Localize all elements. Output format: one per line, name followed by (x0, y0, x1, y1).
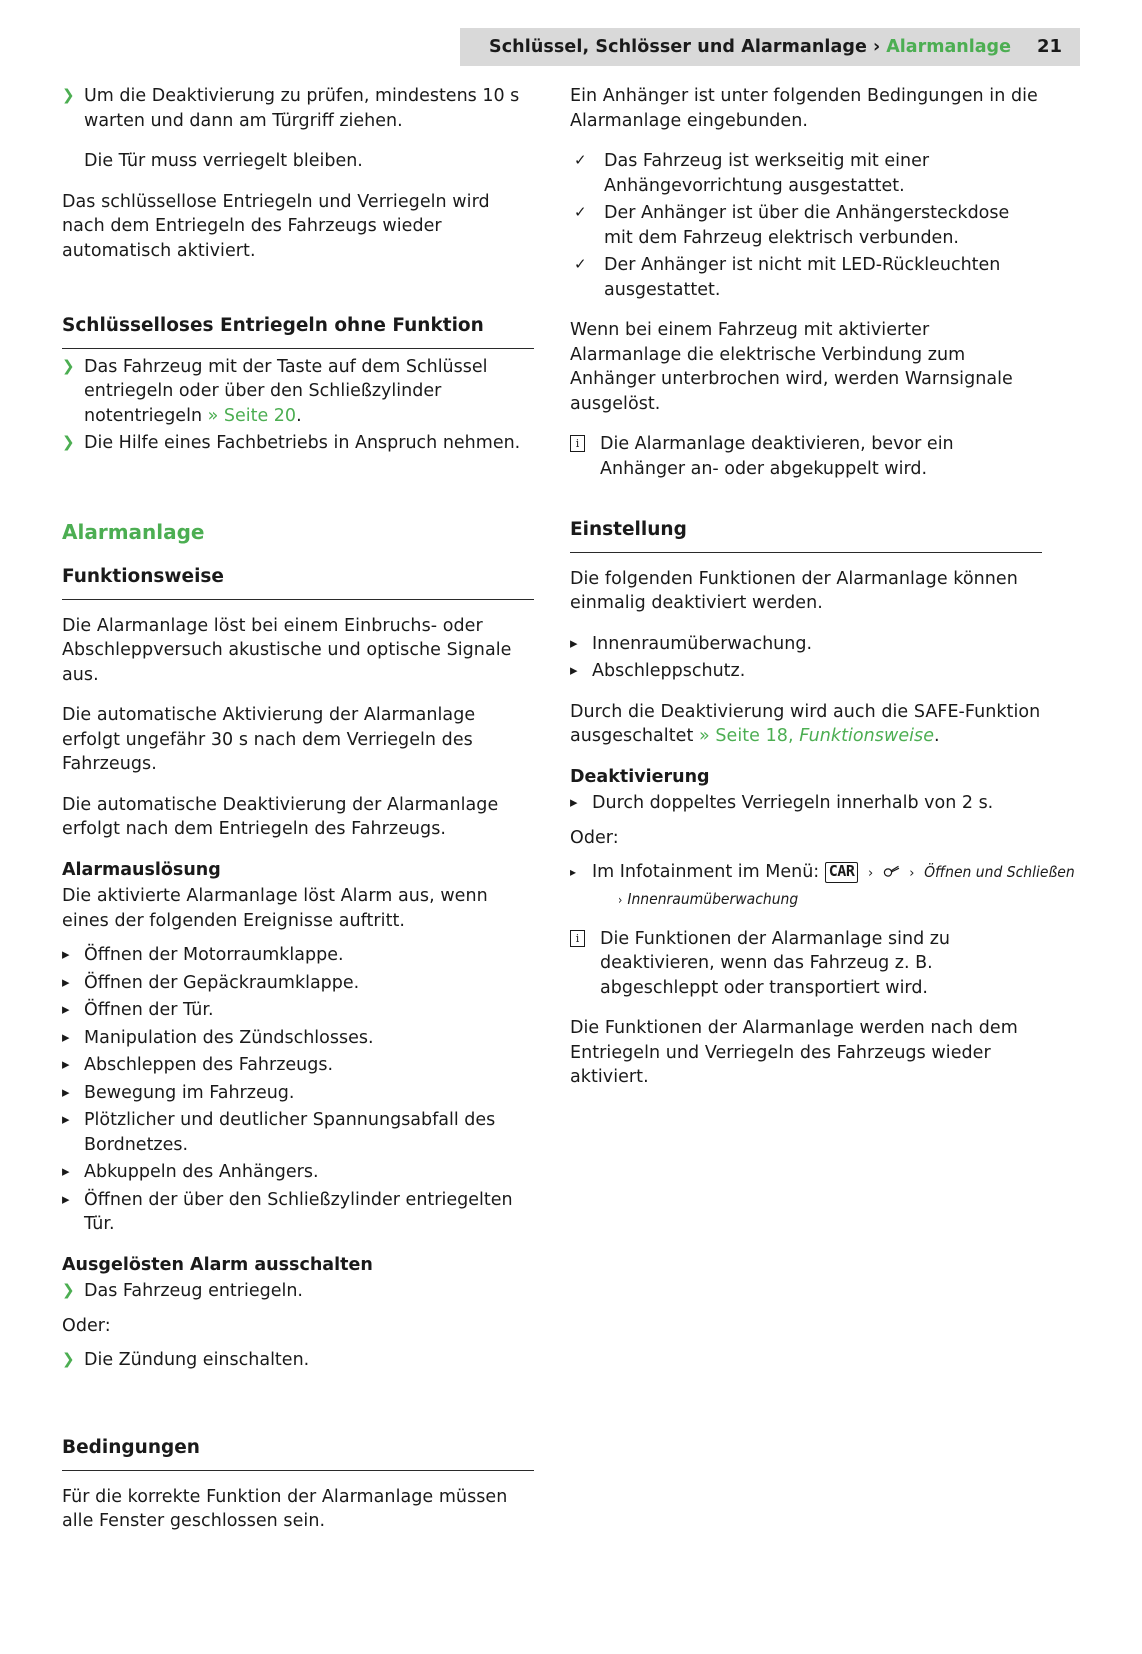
intro-list (62, 84, 534, 133)
deactivation-last-paragraph: Die Funktionen der Alarmanlage werden nach dem Entriegeln und Verriegeln des Fahrzeugs wieder aktiviert. (570, 1018, 1018, 1088)
triangle-right-icon: ▸ (62, 1189, 70, 1208)
checkmark-icon: ✓ (574, 151, 587, 169)
triangle-right-icon: ▸ (62, 945, 70, 964)
info-note-deactivation (570, 927, 1042, 1001)
triangle-right-icon: ▸ (62, 972, 70, 991)
intro-paragraph: Das schlüssellose Entriegeln und Verriegeln wird nach dem Entriegeln des Fahrzeugs wieder automatisch aktiviert. (62, 191, 490, 261)
list-item-label: Das Fahrzeug ist werkseitig mit einer Anhängevorrichtung ausgestattet. (604, 151, 930, 196)
car-menu-icon[interactable]: CAR (825, 862, 859, 882)
list-item (62, 1279, 534, 1304)
list-item-label: Abkuppeln des Anhängers. (84, 1162, 319, 1183)
list-item-label: Abschleppschutz. (592, 661, 746, 682)
checkmark-icon: ✓ (574, 255, 587, 273)
page-header (460, 28, 1080, 66)
information-icon: i (570, 930, 585, 947)
page-number: 21 (1036, 36, 1062, 58)
list-item-label: Abschleppen des Fahrzeugs. (84, 1055, 334, 1076)
settings-paragraph-2 (570, 700, 1042, 749)
list-item (62, 998, 534, 1023)
triangle-right-icon: ▸ (62, 1027, 70, 1046)
function-paragraph-3: Die automatische Deaktivierung der Alarmanlage erfolgt nach dem Entriegeln des Fahrzeugs. (62, 794, 499, 840)
settings-wrench-icon (883, 862, 900, 887)
spacer (62, 472, 534, 518)
triangle-right-icon: ▸ (62, 1082, 70, 1101)
list-item-label: Durch doppeltes Verriegeln innerhalb von 2 s. (592, 793, 994, 814)
triangle-right-icon: ▸ (62, 1162, 70, 1181)
triangle-right-icon: ▸ (62, 1000, 70, 1019)
path-arrow-icon-2: › (909, 866, 915, 882)
list-item (62, 84, 534, 133)
list-item (62, 971, 534, 996)
conditions-paragraph: Für die korrekte Funktion der Alarmanlage müssen alle Fenster geschlossen sein. (62, 1486, 508, 1532)
list-item (570, 149, 1042, 198)
list-item-label: Die Zündung einschalten. (84, 1350, 310, 1371)
path-item-interior-monitoring[interactable]: Innenraumüberwachung (627, 889, 799, 908)
information-icon: i (570, 435, 585, 452)
spacer (570, 497, 1042, 517)
triangle-right-icon: ▸ (62, 1055, 70, 1074)
list-item-label: Das Fahrzeug entriegeln. (84, 1281, 303, 1302)
triangle-right-icon: ▸ (570, 661, 578, 680)
list-item (62, 1188, 534, 1237)
switchoff-or: Oder: (62, 1315, 111, 1336)
info-note-text: Die Funktionen der Alarmanlage sind zu deaktivieren, wenn das Fahrzeug z. B. abgeschleppt oder transportiert wird. (600, 928, 951, 998)
spacer (62, 1389, 534, 1435)
triangle-right-icon: ▸ (62, 1110, 70, 1129)
list-item-label: Öffnen der Motorraumklappe. (84, 945, 344, 966)
list-item (62, 355, 534, 429)
header-separator-icon: › (873, 36, 881, 57)
trigger-intro: Die aktivierte Alarmanlage löst Alarm aus, wenn eines der folgenden Ereignisse auftritt. (62, 886, 488, 931)
cross-reference-link-italic[interactable]: Funktionsweise (793, 726, 935, 747)
list-item (62, 943, 534, 968)
settings-list (570, 632, 1042, 684)
list-item (570, 632, 1042, 657)
switchoff-list-2 (62, 1348, 534, 1373)
subheading-deaktivierung: Deaktivierung (570, 766, 710, 787)
chevron-right-icon: ❯ (62, 1281, 75, 1300)
trigger-list (62, 943, 534, 1237)
list-item-label: Die Hilfe eines Fachbetriebs in Anspruch nehmen. (84, 433, 521, 454)
list-item-label: Manipulation des Zündschlosses. (84, 1027, 374, 1048)
list-item-label: Der Anhänger ist über die Anhängersteckdose mit dem Fahrzeug elektrisch verbunden. (604, 203, 1010, 248)
path-prefix: Im Infotainment im Menü: (592, 862, 820, 883)
list-item (570, 659, 1042, 684)
list-item-label: Bewegung im Fahrzeug. (84, 1082, 295, 1103)
section-title-alarm: Alarmanlage (62, 519, 205, 544)
checkmark-icon: ✓ (574, 203, 587, 221)
chevron-right-icon: ❯ (62, 86, 75, 104)
list-item (62, 1108, 534, 1157)
subheading-alarm-ausschalten: Ausgelösten Alarm ausschalten (62, 1254, 373, 1275)
settings-paragraph-1: Die folgenden Funktionen der Alarmanlage können einmalig deaktiviert werden. (570, 568, 1018, 614)
list-item (62, 1160, 534, 1185)
trailer-conditions-list (570, 149, 1042, 302)
spacer (62, 279, 534, 313)
cross-reference-link[interactable]: » Seite 18, (698, 726, 794, 747)
list-item (62, 1026, 534, 1051)
function-paragraph-1: Die Alarmanlage löst bei einem Einbruchs- oder Abschleppversuch akustische und optische Signale aus. (62, 615, 512, 685)
settings-p2-start: Durch die Deaktivierung wird auch die SAFE-Funktion ausgeschaltet (570, 701, 1041, 747)
trailer-intro: Ein Anhänger ist unter folgenden Bedingungen in die Alarmanlage eingebunden. (570, 86, 1038, 131)
triangle-right-icon: ▸ (570, 633, 578, 652)
infotainment-path-sub (570, 889, 1042, 911)
header-title: Schlüssel, Schlösser und Alarmanlage (488, 36, 868, 57)
list-item-label: Plötzlicher und deutlicher Spannungsabfall des Bordnetzes. (84, 1110, 496, 1155)
list-item-label: Öffnen der Gepäckraumklappe. (84, 972, 360, 993)
section-heading-bedingungen: Bedingungen (62, 1435, 534, 1471)
list-item-label: Um die Deaktivierung zu prüfen, mindestens 10 s warten und dann am Türgriff ziehen. (84, 86, 520, 131)
left-column (62, 84, 534, 1550)
deactivation-list (570, 791, 1042, 816)
list-item-label: Innenraumüberwachung. (592, 633, 813, 654)
chevron-right-icon: ❯ (62, 1350, 75, 1369)
subheading-alarmausloesung: Alarmauslösung (62, 859, 221, 880)
list-item (62, 431, 534, 456)
list-item-label: Der Anhänger ist nicht mit LED-Rückleuchten ausgestattet. (604, 255, 1001, 300)
path-arrow-icon: › (867, 866, 874, 882)
right-column (570, 84, 1075, 1106)
chevron-right-icon: ❯ (62, 356, 75, 375)
cross-reference-link[interactable]: » Seite 20 (207, 405, 297, 426)
path-item-open-close[interactable]: Öffnen und Schließen (924, 863, 1075, 882)
list-item (62, 1081, 534, 1106)
settings-p2-end: . (934, 726, 940, 747)
trailer-paragraph: Wenn bei einem Fahrzeug mit aktivierter Alarmanlage die elektrische Verbindung zum Anhänger unterbrochen wird, werden Warnsignale ausgelöst. (570, 320, 1013, 414)
section-heading-einstellung: Einstellung (570, 517, 1042, 553)
triangle-right-icon: ▸ (570, 793, 578, 812)
list-item (570, 253, 1042, 302)
list-item-label: Öffnen der über den Schließzylinder entriegelten Tür. (84, 1189, 513, 1235)
intro-note: Die Tür muss verriegelt bleiben. (84, 151, 363, 171)
list-item (62, 1348, 534, 1373)
info-note-text: Die Alarmanlage deaktivieren, bevor ein Anhänger an- oder abgekuppelt wird. (600, 434, 954, 479)
infotainment-path (570, 860, 1075, 887)
keyless-list (62, 355, 534, 456)
deactivation-or: Oder: (570, 827, 619, 848)
function-paragraph-2: Die automatische Aktivierung der Alarmanlage erfolgt ungefähr 30 s nach dem Verriegeln des Fahrzeugs. (62, 705, 476, 775)
list-item (570, 201, 1042, 250)
list-item-end: . (296, 405, 302, 426)
section-heading-funktionsweise: Funktionsweise (62, 564, 534, 600)
info-note-trailer (570, 432, 1042, 481)
switchoff-list-1 (62, 1279, 534, 1304)
chevron-right-icon: ❯ (62, 433, 75, 452)
list-item (62, 1053, 534, 1078)
list-item-label: Das Fahrzeug mit der Taste auf dem Schlüssel entriegeln oder über den Schließzylinder notentriegeln (84, 356, 488, 426)
triangle-right-icon: ▸ (570, 865, 577, 880)
section-heading-keyless: Schlüsselloses Entriegeln ohne Funktion (62, 313, 534, 349)
list-item-label: Öffnen der Tür. (84, 1000, 214, 1021)
list-item (570, 791, 1042, 816)
header-subtitle: Alarmanlage (886, 36, 1011, 57)
path-sub-arrow-icon: › (618, 892, 623, 907)
